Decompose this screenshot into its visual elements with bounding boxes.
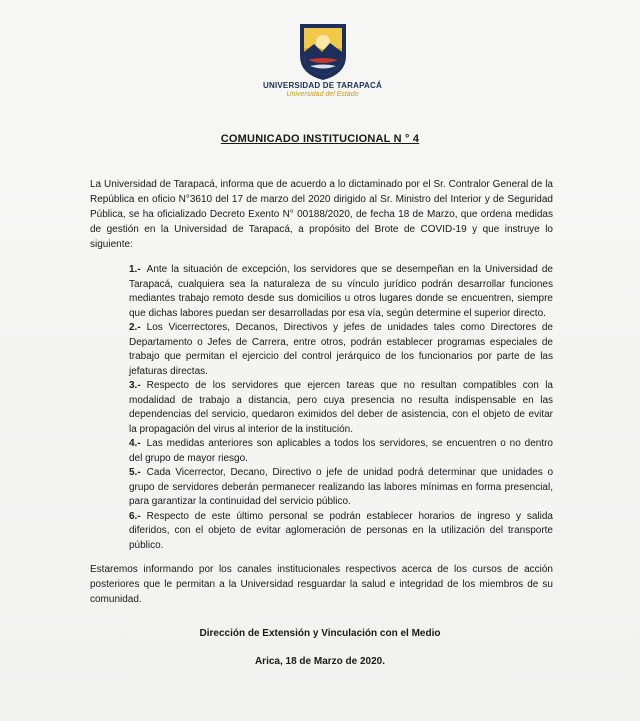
university-subtitle: Universidad del Estado [286,91,359,98]
list-item [129,263,553,321]
intro-paragraph: La Universidad de Tarapacá, informa que de acuerdo a lo dictaminado por el Sr. Contralor General de la República en oficio N°3610 del 17 de marzo del 2020 dirigido al Sr. Ministro del Interior y de Seguridad Pública, se ha oficializado Decreto Exento N° 00188/2020, de fecha 18 de Marzo, que ordena medidas de gestión en la Universidad de Tarapacá, a propósito del Brote de COVID-19 y que instruye lo siguiente: [90,179,553,250]
item-number: 6.- [129,510,141,522]
item-text: Los Vicerrectores, Decanos, Directivos y jefes de unidades tales como Directores de Departamento o Jefes de Carrera, entre otros, podrán establecer programas especiales de trabajo que permitan el ejercicio del control jerárquico de los funcionarios por parte de las jefaturas directas. [129,322,553,377]
closing-paragraph: Estaremos informando por los canales institucionales respectivos acerca de los cursos de acción posteriores que le permitan a la Universidad resguardar la salud e integridad de los miembros de su comunidad. [90,564,553,605]
item-text: Cada Vicerrector, Decano, Directivo o jefe de unidad podrá determinar que unidades o grupo de servidores deberán permanecer realizando las labores mínimas en forma presencial, para garantizar la continuidad del servicio público. [129,467,553,507]
item-text: Respecto de este último personal se podrán establecer horarios de ingreso y salida diferidos, con el objeto de evitar aglomeración de personas en la utilización del transporte público. [129,510,553,551]
university-name: UNIVERSIDAD DE TARAPACÁ [263,81,382,90]
place-date: Arica, 18 de Marzo de 2020. [254,656,386,667]
item-number: 5.- [129,467,141,478]
list-item [129,379,553,437]
item-text: Ante la situación de excepción, los servidores que se desempeñan en la Universidad de Tarapacá, cualquiera sea la naturaleza de su vínculo jurídico podrán desarrollar funciones mediantes trabajo remoto desde sus domicilios u otros lugares donde se encuentren, siempre que dichas labores puedan ser desarrolladas por esa vía, según determine el superior directo. [129,264,553,319]
item-text: Las medidas anteriores son aplicables a todos los servidores, se encuentren o no dentro del grupo de mayor riesgo. [129,438,553,464]
university-crest-icon [298,22,348,82]
list-item [129,466,553,510]
list-item [129,321,553,379]
item-text: Respecto de los servidores que ejercen tareas que no resultan compatibles con la modalidad de trabajo a distancia, pero cuya presencia no resulta indispensable en las dependencias del servicio, quedaron eximidos del deber de asistencia, con el objeto de evitar la propagación del virus al interior de la institución. [129,380,553,435]
item-number: 4.- [129,438,141,449]
item-number: 2.- [129,322,141,333]
item-number: 3.- [129,380,141,391]
signature-line: Dirección de Extensión y Vinculación con el Medio [199,628,441,639]
document-title: COMUNICADO INSTITUCIONAL N ° 4 [220,133,420,145]
list-item [129,510,553,554]
item-number: 1.- [129,264,141,275]
list-item [129,437,553,466]
measures-list [129,263,553,553]
